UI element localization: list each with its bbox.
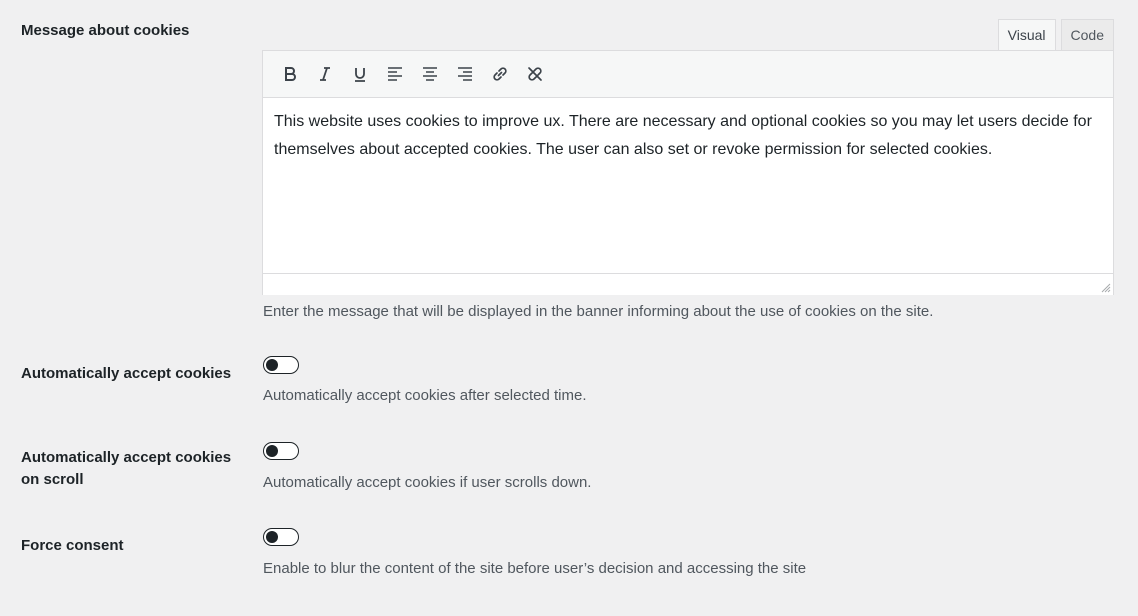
align-center-button[interactable]: [415, 59, 445, 89]
underline-icon: [350, 64, 370, 84]
align-left-icon: [385, 64, 405, 84]
message-editor: [262, 50, 1114, 295]
unlink-icon: [525, 64, 545, 84]
force-consent-label: Force consent: [21, 537, 124, 554]
editor-content[interactable]: This website uses cookies to improve ux. There are necessary and optional cookies so you may let users decide for themselves about accepted cookies. The user can also set or revoke permission for selected cookies.: [274, 113, 1092, 158]
auto-accept-scroll-label: Automatically accept cookies on scroll: [21, 449, 232, 488]
toggle-knob: [266, 359, 278, 371]
auto-accept-label: Automatically accept cookies: [21, 365, 232, 382]
editor-tabs: [993, 19, 1114, 51]
toggle-knob: [266, 531, 278, 543]
auto-accept-toggle[interactable]: [263, 356, 299, 374]
align-center-icon: [420, 64, 440, 84]
italic-icon: [315, 64, 335, 84]
italic-button[interactable]: [310, 59, 340, 89]
bold-icon: [280, 64, 300, 84]
force-consent-description: Enable to blur the content of the site before user’s decision and accessing the site: [263, 560, 807, 577]
underline-button[interactable]: [345, 59, 375, 89]
link-icon: [490, 64, 510, 84]
message-label: Message about cookies: [21, 22, 190, 39]
toggle-knob: [266, 445, 278, 457]
message-description: Enter the message that will be displayed in the banner informing about the use of cookies on the site.: [263, 303, 934, 320]
align-right-button[interactable]: [450, 59, 480, 89]
editor-toolbar: [263, 51, 1113, 98]
resize-handle-icon[interactable]: [1101, 283, 1111, 293]
link-button[interactable]: [485, 59, 515, 89]
tab-code[interactable]: Code: [1061, 19, 1114, 51]
auto-accept-description: Automatically accept cookies after selected time.: [263, 387, 587, 404]
auto-accept-scroll-toggle[interactable]: [263, 442, 299, 460]
force-consent-toggle[interactable]: [263, 528, 299, 546]
tab-visual[interactable]: Visual: [998, 19, 1056, 51]
auto-accept-scroll-description: Automatically accept cookies if user scrolls down.: [263, 474, 592, 491]
bold-button[interactable]: [275, 59, 305, 89]
align-left-button[interactable]: [380, 59, 410, 89]
unlink-button[interactable]: [520, 59, 550, 89]
align-right-icon: [455, 64, 475, 84]
editor-statusbar: [263, 273, 1113, 295]
